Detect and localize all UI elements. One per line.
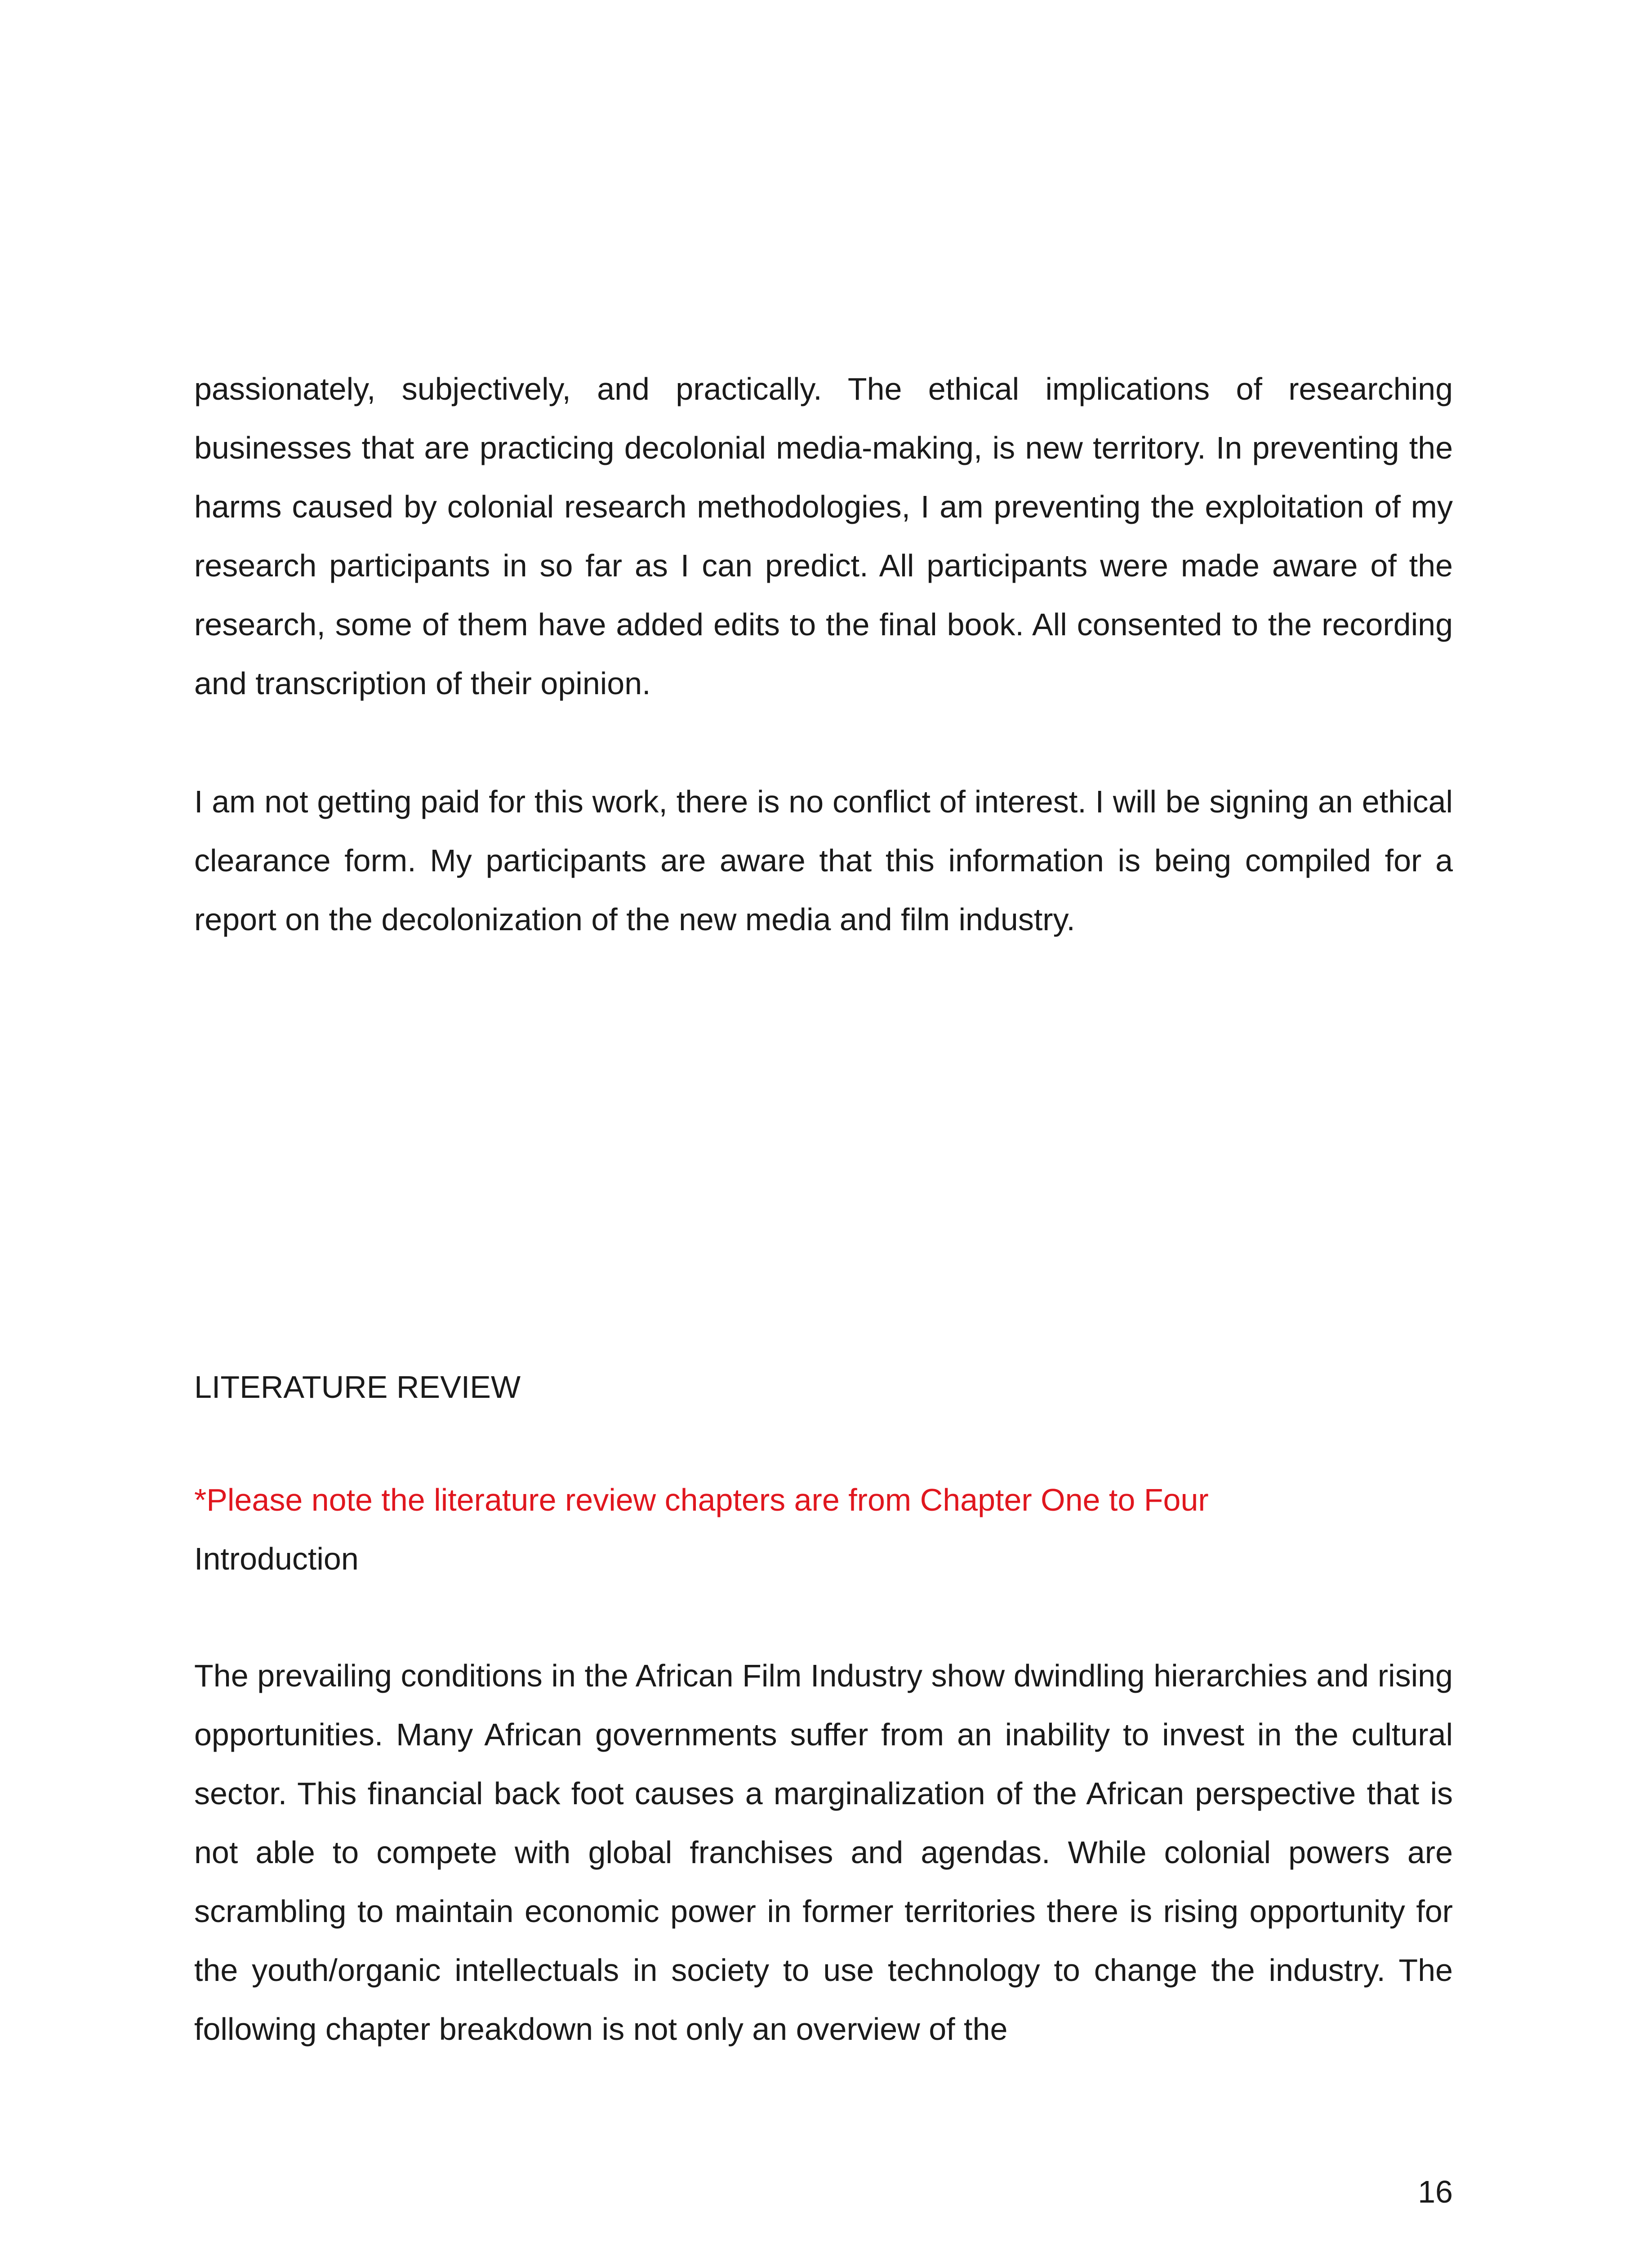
section-heading-literature-review: LITERATURE REVIEW bbox=[194, 1369, 521, 1405]
subheading-introduction: Introduction bbox=[194, 1541, 359, 1576]
page-number: 16 bbox=[1418, 2174, 1453, 2209]
body-paragraph-ethics: passionately, subjectively, and practically. The ethical implications of researching businesses that are practicing decolonial media-making, is new territory. In preventing the harms caused by colonial research methodologies, I am preventing the exploitation of my research participants in so far as I can predict. All participants were made aware of the research, some of them have added edits to the final book. All consented to the recording and transcription of their opinion. bbox=[194, 371, 1453, 701]
body-paragraph-introduction: The prevailing conditions in the African Film Industry show dwindling hierarchies and rising opportunities. Many African governments suffer from an inability to invest in the cultural sector. This financial back foot causes a marginalization of the African perspective that is not able to compete with global franchises and agendas. While colonial powers are scrambling to maintain economic power in former territories there is rising opportunity for the youth/organic intellectuals in society to use technology to change the industry. The following chapter breakdown is not only an overview of the bbox=[194, 1658, 1453, 2047]
literature-review-note: *Please note the literature review chapters are from Chapter One to Four bbox=[194, 1482, 1209, 1517]
body-paragraph-conflict-of-interest: I am not getting paid for this work, there is no conflict of interest. I will be signing an ethical clearance form. My participants are aware that this information is being compiled for a report on the decolonization of the new media and film industry. bbox=[194, 784, 1453, 937]
